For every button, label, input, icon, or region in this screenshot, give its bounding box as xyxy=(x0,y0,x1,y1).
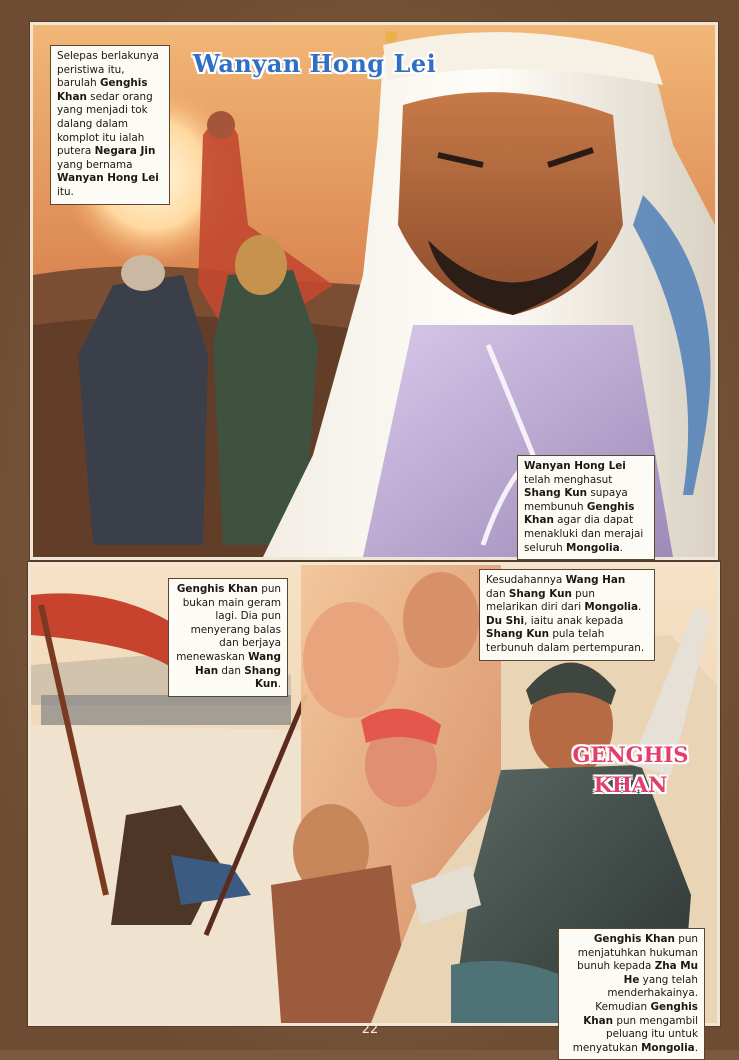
character-title-genghis: GENGHIS KHAN xyxy=(572,742,689,797)
caption-top-right: Wanyan Hong Lei telah menghasut Shang Kun supaya membunuh Genghis Khan agar dia dapat menakluki dan merajai seluruh Mongolia. xyxy=(517,455,655,560)
caption-bottom-left: Genghis Khan pun bukan main geram lagi. Dia pun menyerang balas dan berjaya menewaskan Wang Han dan Shang Kun. xyxy=(168,578,288,697)
caption-bottom-right: Kesudahannya Wang Han dan Shang Kun pun melarikan diri dari Mongolia. Du Shi, iaitu anak kepada Shang Kun pula telah terbunuh dalam pertempuran. xyxy=(479,569,655,661)
shang-kun-face xyxy=(403,572,479,668)
warrior-right-helmet xyxy=(235,235,287,295)
character-title-wanyan: Wanyan Hong Lei xyxy=(193,49,437,78)
caption-top-left: Selepas berlakunya peristiwa itu, barulah Genghis Khan sedar orang yang menjadi tok dalang dalam komplot itu ialah putera Negara Jin yang bernama Wanyan Hong Lei itu. xyxy=(50,45,170,205)
hat-ornament xyxy=(385,31,397,43)
panel-top xyxy=(30,22,718,560)
page-number: 22 xyxy=(361,1022,379,1037)
distant-army xyxy=(41,695,291,725)
wang-han-face xyxy=(303,602,399,718)
warrior-left-hat xyxy=(121,255,165,291)
general-head xyxy=(207,111,235,139)
caption-bottom-bottom: Genghis Khan pun menjatuhkan hukuman bunuh kepada Zha Mu He yang telah menderhakainya. Kemudian Genghis Khan pun mengambil peluang itu untuk menyatukan Mongolia. xyxy=(558,928,705,1060)
